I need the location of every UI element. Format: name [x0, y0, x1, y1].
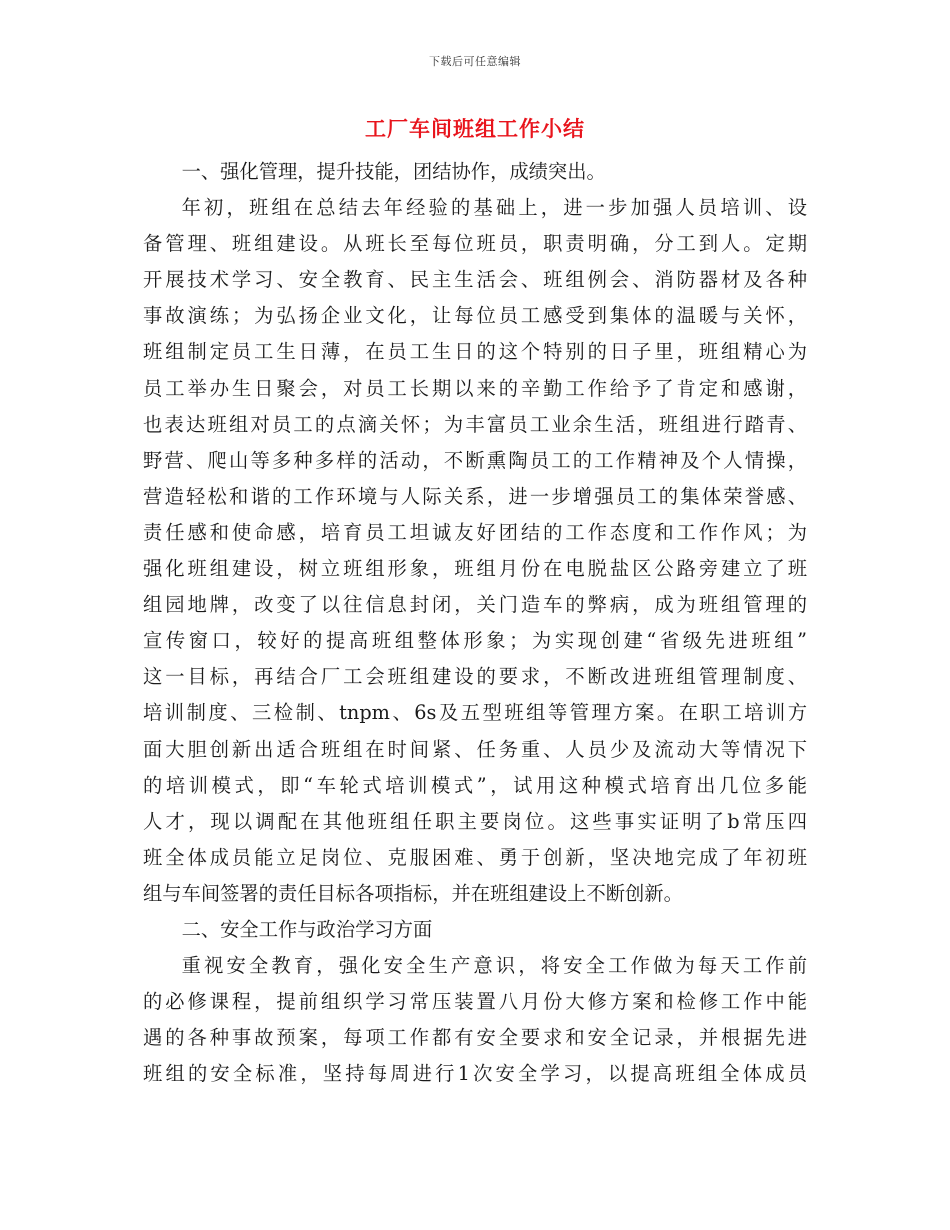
paragraph-line: 组园地牌，改变了以往信息封闭，关门造车的弊病，成为班组管理的	[143, 593, 807, 617]
paragraph-line: 培训制度、三检制、tnpm、6s及五型班组等管理方案。在职工培训方	[143, 701, 807, 725]
paragraph-line: 员工举办生日聚会，对员工长期以来的辛勤工作给予了肯定和感谢，	[143, 376, 807, 400]
paragraph-line: 野营、爬山等多种多样的活动，不断熏陶员工的工作精神及个人情操，	[143, 448, 807, 472]
paragraph-line: 营造轻松和谐的工作环境与人际关系，进一步增强员工的集体荣誉感、	[143, 484, 807, 508]
paragraph-line: 遇的各种事故预案，每项工作都有安全要求和安全记录，并根据先进	[143, 1026, 807, 1050]
paragraph-line: 年初，班组在总结去年经验的基础上，进一步加强人员培训、设	[181, 196, 807, 220]
paragraph-2	[143, 948, 807, 1092]
paragraph-line: 班全体成员能立足岗位、克服困难、勇于创新，坚决地完成了年初班	[143, 845, 807, 869]
document-body	[143, 154, 807, 1092]
section-heading-1: 一、强化管理，提升技能，团结协作，成绩突出。	[181, 160, 606, 183]
paragraph-line: 班组制定员工生日薄，在员工生日的这个特别的日子里，班组精心为	[143, 340, 807, 364]
paragraph-line: 宣传窗口，较好的提高班组整体形象；为实现创建“省级先进班组”	[143, 629, 807, 653]
section-heading-2: 二、安全工作与政治学习方面	[181, 917, 433, 941]
paragraph-line: 备管理、班组建设。从班长至每位班员，职责明确，分工到人。定期	[143, 232, 807, 256]
page-header: 下载后可任意编辑	[429, 55, 521, 68]
paragraph-line: 这一目标，再结合厂工会班组建设的要求，不断改进班组管理制度、	[143, 665, 807, 689]
paragraph-line: 强化班组建设，树立班组形象，班组月份在电脱盐区公路旁建立了班	[143, 557, 807, 581]
paragraph-line: 组与车间签署的责任目标各项指标，并在班组建设上不断创新。	[143, 881, 683, 905]
paragraph-line: 面大胆创新出适合班组在时间紧、任务重、人员少及流动大等情况下	[143, 737, 807, 761]
paragraph-line: 责任感和使命感，培育员工坦诚友好团结的工作态度和工作作风；为	[143, 520, 807, 544]
paragraph-line: 的培训模式，即“车轮式培训模式”，试用这种模式培育出几位多能	[143, 773, 807, 797]
paragraph-line: 人才，现以调配在其他班组任职主要岗位。这些事实证明了b常压四	[143, 809, 807, 833]
paragraph-line: 开展技术学习、安全教育、民主生活会、班组例会、消防器材及各种	[143, 268, 807, 292]
paragraph-line: 的必修课程，提前组织学习常压装置八月份大修方案和检修工作中能	[143, 990, 807, 1014]
paragraph-line: 也表达班组对员工的点滴关怀；为丰富员工业余生活，班组进行踏青、	[143, 412, 807, 436]
paragraph-line: 事故演练；为弘扬企业文化，让每位员工感受到集体的温暖与关怀，	[143, 304, 807, 328]
paragraph-1	[143, 190, 807, 912]
paragraph-line: 重视安全教育，强化安全生产意识，将安全工作做为每天工作前	[181, 954, 807, 978]
document-title: 工厂车间班组工作小结	[365, 116, 585, 141]
paragraph-line: 班组的安全标准，坚持每周进行1次安全学习，以提高班组全体成员	[143, 1062, 807, 1086]
